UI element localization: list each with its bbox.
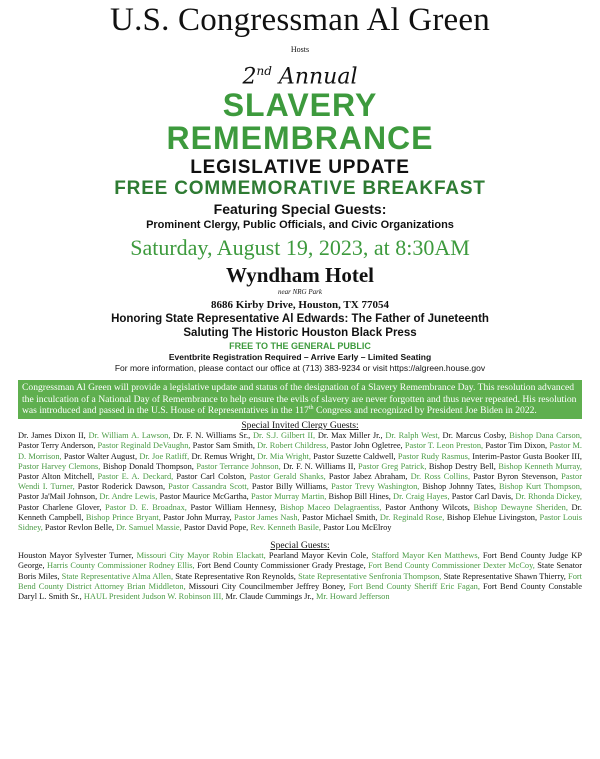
clergy-guest-name: Pastor Tim Dixon,	[485, 441, 550, 451]
annual-heading	[0, 59, 600, 89]
clergy-guest-link[interactable]: Dr. Ralph West,	[385, 431, 443, 441]
special-guest-name: Mr. Claude Cummings Jr.,	[225, 592, 316, 602]
clergy-guest-link[interactable]: Pastor James Nash,	[234, 512, 303, 522]
breakfast-heading: FREE COMMEMORATIVE BREAKFAST	[114, 178, 486, 200]
clergy-guest-name: Pastor Carl Davis,	[451, 492, 516, 502]
clergy-guest-link[interactable]: Bishop Prince Bryant,	[85, 512, 164, 522]
clergy-list	[18, 431, 582, 533]
clergy-guest-name: Dr. Max Miller Jr.,	[317, 431, 386, 441]
venue-name: Wyndham Hotel	[226, 263, 374, 288]
clergy-guest-name: Bishop Johnny Tates,	[422, 482, 500, 492]
banner-text-end: Congress and recognized by President Joe Biden in 2022.	[313, 404, 537, 416]
clergy-guest-link[interactable]: Dr. Samuel Massie,	[116, 523, 184, 533]
contact-line: For more information, please contact our office at (713) 383-9234 or visit https://algreen.house.gov	[114, 363, 486, 374]
clergy-guest-link[interactable]: Dr. Rhonda Dickey,	[515, 492, 582, 502]
clergy-guest-link[interactable]: Rev. Kenneth Basile,	[250, 523, 324, 533]
clergy-guest-link[interactable]: Pastor Murray Martin,	[250, 492, 329, 502]
clergy-guest-link[interactable]: Dr. Ross Collins,	[410, 472, 474, 482]
banner-text: Congressman Al Green will provide a legislative update and status of the designation of a Slavery Remembrance Day. This resolution advanced the inculcation of a National Day of Remembrance to help ensure the evils of slavery are never forgotten and thus never repeated. His resolution was introduced and passed in the U.S. House of Representatives in the 117	[22, 382, 577, 416]
clergy-guest-link[interactable]: Pastor Louis Sidney,	[18, 512, 582, 533]
clergy-guest-link[interactable]: Dr. Mia Wright,	[257, 451, 314, 461]
clergy-guest-name: Pastor Billy Williams,	[251, 482, 332, 492]
special-guest-name: State Representative Ron Reynolds,	[175, 571, 299, 581]
remembrance-heading: REMEMBRANCE	[166, 120, 434, 157]
event-date: Saturday, August 19, 2023, at 8:30AM	[130, 235, 470, 261]
clergy-guest-link[interactable]: Dr. Reginald Rose,	[379, 512, 447, 522]
clergy-guest-name: Pastor Maurice McGartha,	[159, 492, 251, 502]
clergy-guest-name: Pastor Suzette Caldwell,	[313, 451, 398, 461]
clergy-guest-name: Bishop Bill Hines,	[328, 492, 394, 502]
special-guest-link[interactable]: Mr. Howard Jefferson	[315, 592, 390, 602]
clergy-guest-name: Dr. Remus Wright,	[191, 451, 258, 461]
special-guests-section	[18, 540, 582, 602]
special-guest-name: State Representative Shawn Thierry,	[443, 571, 569, 581]
clergy-guest-link[interactable]: Pastor Rudy Rasmus,	[397, 451, 473, 461]
special-guest-link[interactable]: State Representative Senfronia Thompson,	[298, 571, 444, 581]
annual-suffix: nd	[256, 64, 272, 78]
clergy-guest-link[interactable]: Pastor Trevy Washington,	[331, 482, 423, 492]
clergy-guest-name: Pastor Terry Anderson,	[18, 441, 98, 451]
clergy-guest-link[interactable]: Bishop Dana Carson,	[509, 431, 582, 441]
special-guest-name: Houston Mayor Sylvester Turner,	[18, 551, 137, 561]
clergy-guest-link[interactable]: Dr. S.J. Gilbert II,	[252, 431, 318, 441]
clergy-guest-name: Bishop Elehue Livingston,	[446, 512, 540, 522]
saluting-line: Saluting The Historic Houston Black Press	[183, 327, 417, 340]
special-guest-name: Pearland Mayor Kevin Cole,	[268, 551, 372, 561]
special-guest-link[interactable]: Harris County Commissioner Rodney Ellis,	[47, 561, 198, 571]
clergy-guest-link[interactable]: Dr. Joe Ratliff,	[139, 451, 192, 461]
clergy-guest-name: Pastor Ja'Mail Johnson,	[18, 492, 100, 502]
special-guests-list	[18, 551, 582, 602]
clergy-guest-link[interactable]: Pastor Gerald Shanks,	[249, 472, 329, 482]
clergy-guest-name: Pastor Jabez Abraham,	[328, 472, 411, 482]
clergy-guest-name: Pastor John Murray,	[163, 512, 235, 522]
special-guest-link[interactable]: Missouri City Mayor Robin Elackatt,	[136, 551, 269, 561]
special-guest-name: Fort Bend County Judge KP George,	[18, 551, 582, 571]
clergy-guest-link[interactable]: Pastor Greg Patrick,	[358, 461, 429, 471]
clergy-guest-name: Dr. James Dixon II,	[18, 431, 89, 441]
clergy-guest-link[interactable]: Pastor M. D. Morrison,	[18, 441, 582, 461]
clergy-guest-name: Dr. Kenneth Campbell,	[18, 502, 582, 522]
clergy-guest-name: Pastor Michael Smith,	[302, 512, 380, 522]
resolution-banner	[18, 380, 582, 419]
featuring-heading: Featuring Special Guests:	[213, 201, 387, 218]
clergy-guest-link[interactable]: Pastor T. Leon Preston,	[404, 441, 486, 451]
clergy-guest-link[interactable]: Pastor E. A. Deckard,	[97, 472, 177, 482]
clergy-guest-name: Pastor Anthony Wilcots,	[385, 502, 474, 512]
clergy-guest-name: Pastor Revlon Belle,	[44, 523, 117, 533]
clergy-guest-link[interactable]: Pastor Cassandra Scott,	[168, 482, 252, 492]
clergy-guest-name: Pastor Lou McElroy	[323, 523, 392, 533]
hosts-label: Hosts	[290, 45, 310, 54]
special-guest-link[interactable]: Fort Bend County Commissioner Dexter McCoy,	[368, 561, 538, 571]
clergy-guest-name: Pastor Roderick Dawson,	[77, 482, 169, 492]
legislative-update-heading: LEGISLATIVE UPDATE	[190, 157, 410, 179]
clergy-guest-name: Bishop Donald Thompson,	[102, 461, 197, 471]
clergy-guest-name: Pastor William Hennesy,	[190, 502, 281, 512]
slavery-heading: SLAVERY	[222, 87, 378, 124]
clergy-guest-name: Bishop Destry Bell,	[428, 461, 499, 471]
clergy-heading: Special Invited Clergy Guests:	[241, 420, 359, 432]
special-guest-name: Fort Bend County Commissioner Grady Prestage,	[197, 561, 369, 571]
clergy-guest-name: Pastor Alton Mitchell,	[18, 472, 98, 482]
special-guest-link[interactable]: Fort Bend County Sheriff Eric Fagan,	[348, 581, 483, 591]
venue-near: near NRG Park	[278, 288, 322, 297]
annual-number: 2	[242, 64, 257, 90]
clergy-guest-name: Dr. F. N. Williams Sr.,	[173, 431, 253, 441]
clergy-section	[18, 420, 582, 533]
clergy-guest-name: Pastor Carl Colston,	[176, 472, 250, 482]
clergy-guest-link[interactable]: Bishop Kurt Thompson,	[499, 482, 582, 492]
clergy-guest-link[interactable]: Dr. Craig Hayes,	[393, 492, 452, 502]
special-guest-link[interactable]: HAUL President Judson W. Robinson III,	[83, 592, 226, 602]
clergy-guest-link[interactable]: Bishop Maceo Delagraentiss,	[280, 502, 386, 512]
special-guest-link[interactable]: Fort Bend County District Attorney Brian Middleton,	[18, 571, 582, 591]
free-public-notice: FREE TO THE GENERAL PUBLIC	[229, 341, 371, 352]
clergy-guest-name: Pastor David Pope,	[183, 523, 251, 533]
clergy-guest-name: Dr. F. N. Williams II,	[283, 461, 359, 471]
honoring-line: Honoring State Representative Al Edwards: The Father of Juneteenth	[111, 313, 489, 326]
banner-sup: th	[308, 404, 314, 411]
special-guests-heading: Special Guests:	[270, 540, 330, 552]
clergy-guest-name: Pastor Sam Smith,	[192, 441, 258, 451]
clergy-guest-name: Pastor John Ogletree,	[330, 441, 405, 451]
clergy-guest-link[interactable]: Bishop Dewayne Sheriden,	[473, 502, 572, 512]
clergy-guest-link[interactable]: Dr. Andre Lewis,	[99, 492, 160, 502]
clergy-guest-link[interactable]: Pastor D. E. Broadnax,	[105, 502, 191, 512]
clergy-guest-link[interactable]: Pastor Harvey Clemons,	[18, 461, 103, 471]
special-guest-name: State Senator Boris Miles,	[18, 561, 582, 581]
clergy-guest-link[interactable]: Pastor Reginald DeVaughn,	[97, 441, 193, 451]
special-guest-link[interactable]: Stafford Mayor Ken Matthews,	[371, 551, 483, 561]
annual-word: Annual	[271, 64, 358, 90]
venue-address: 8686 Kirby Drive, Houston, TX 77054	[211, 299, 389, 312]
clergy-guest-name: Pastor Charlene Glover,	[18, 502, 106, 512]
clergy-guest-name: Interim-Pastor Gusta Booker III,	[472, 451, 582, 461]
special-guest-link[interactable]: State Representative Alma Allen,	[61, 571, 176, 581]
special-guest-name: Fort Bend County Constable Daryl L. Smith Sr.,	[18, 581, 582, 602]
clergy-guest-name: Dr. Marcus Cosby,	[442, 431, 510, 441]
clergy-guest-link[interactable]: Dr. William A. Lawson,	[88, 431, 174, 441]
clergy-guest-link[interactable]: Pastor Wendi I. Turner,	[18, 472, 583, 492]
clergy-guest-name: Pastor Byron Stevenson,	[473, 472, 562, 482]
prominent-subheading: Prominent Clergy, Public Officials, and Civic Organizations	[146, 219, 454, 232]
clergy-guest-link[interactable]: Dr. Robert Childress,	[257, 441, 331, 451]
special-guest-name: Missouri City Councilmember Jeffrey Boney,	[188, 581, 349, 591]
registration-notice: Eventbrite Registration Required – Arrive Early – Limited Seating	[168, 352, 432, 363]
clergy-guest-link[interactable]: Bishop Kenneth Murray,	[498, 461, 582, 471]
clergy-guest-name: Pastor Walter August,	[63, 451, 140, 461]
page-title: U.S. Congressman Al Green	[110, 2, 490, 38]
clergy-guest-link[interactable]: Pastor Terrance Johnson,	[196, 461, 284, 471]
